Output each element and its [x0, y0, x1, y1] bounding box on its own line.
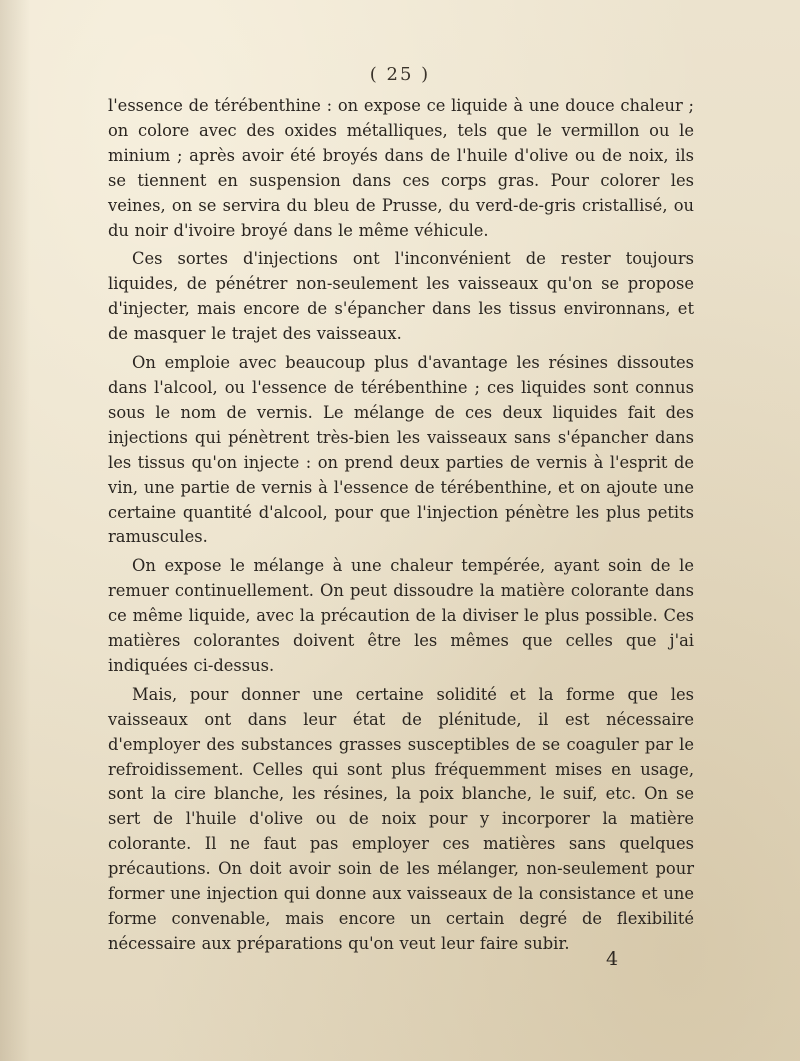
paragraph: On expose le mélange à une chaleur tempérée, ayant soin de le remuer continuellement. On peut dissoudre la matière colorante dans ce même liquide, avec la précaution de la diviser le plus possible. Ces matières colorantes doivent être les mêmes que celles que j'ai indiquées ci-dessus.	[108, 556, 694, 675]
body-text	[108, 94, 694, 961]
binding-shadow	[0, 0, 30, 1061]
paragraph: On emploie avec beaucoup plus d'avantage les résines dissoutes dans l'alcool, ou l'essence de térébenthine ; ces liquides sont connus sous le nom de vernis. Le mélange de ces deux liquides fait des injections qui pénètrent très-bien les vaisseaux sans s'épancher dans les tissus qu'on injecte : on prend deux parties de vernis à l'esprit de vin, une partie de vernis à l'essence de térébenthine, et on ajoute une certaine quantité d'alcool, pour que l'injection pénètre les plus petits ramuscules.	[108, 353, 694, 547]
signature-mark: 4	[606, 948, 619, 970]
page-marker: ( 25 )	[369, 64, 431, 85]
paragraph-continuation: l'essence de térébenthine : on expose ce liquide à une douce chaleur ; on colore avec des oxides métalliques, tels que le vermillon ou le minium ; après avoir été broyés dans de l'huile d'olive ou de noix, ils se tiennent en suspension dans ces corps gras. Pour colorer les veines, on se servira du bleu de Prusse, du verd-de-gris cristallisé, ou du noir d'ivoire broyé dans le même véhicule.	[108, 96, 694, 240]
paragraph: Ces sortes d'injections ont l'inconvénient de rester toujours liquides, de pénétrer non-seulement les vaisseaux qu'on se propose d'injecter, mais encore de s'épancher dans les tissus environnans, et de masquer le trajet des vaisseaux.	[108, 249, 694, 344]
paragraph: Mais, pour donner une certaine solidité et la forme que les vaisseaux ont dans leur état de plénitude, il est nécessaire d'employer des substances grasses susceptibles de se coaguler par le refroidissement. Celles qui sont plus fréquemment mises en usage, sont la cire blanche, les résines, la poix blanche, le suif, etc. On se sert de l'huile d'olive ou de noix pour y incorporer la matière colorante. Il ne faut pas employer ces matières sans quelques précautions. On doit avoir soin de les mélanger, non-seulement pour former une injection qui donne aux vaisseaux de la consistance et une forme convenable, mais encore un certain degré de flexibilité nécessaire aux préparations qu'on veut leur faire subir.	[108, 684, 694, 953]
